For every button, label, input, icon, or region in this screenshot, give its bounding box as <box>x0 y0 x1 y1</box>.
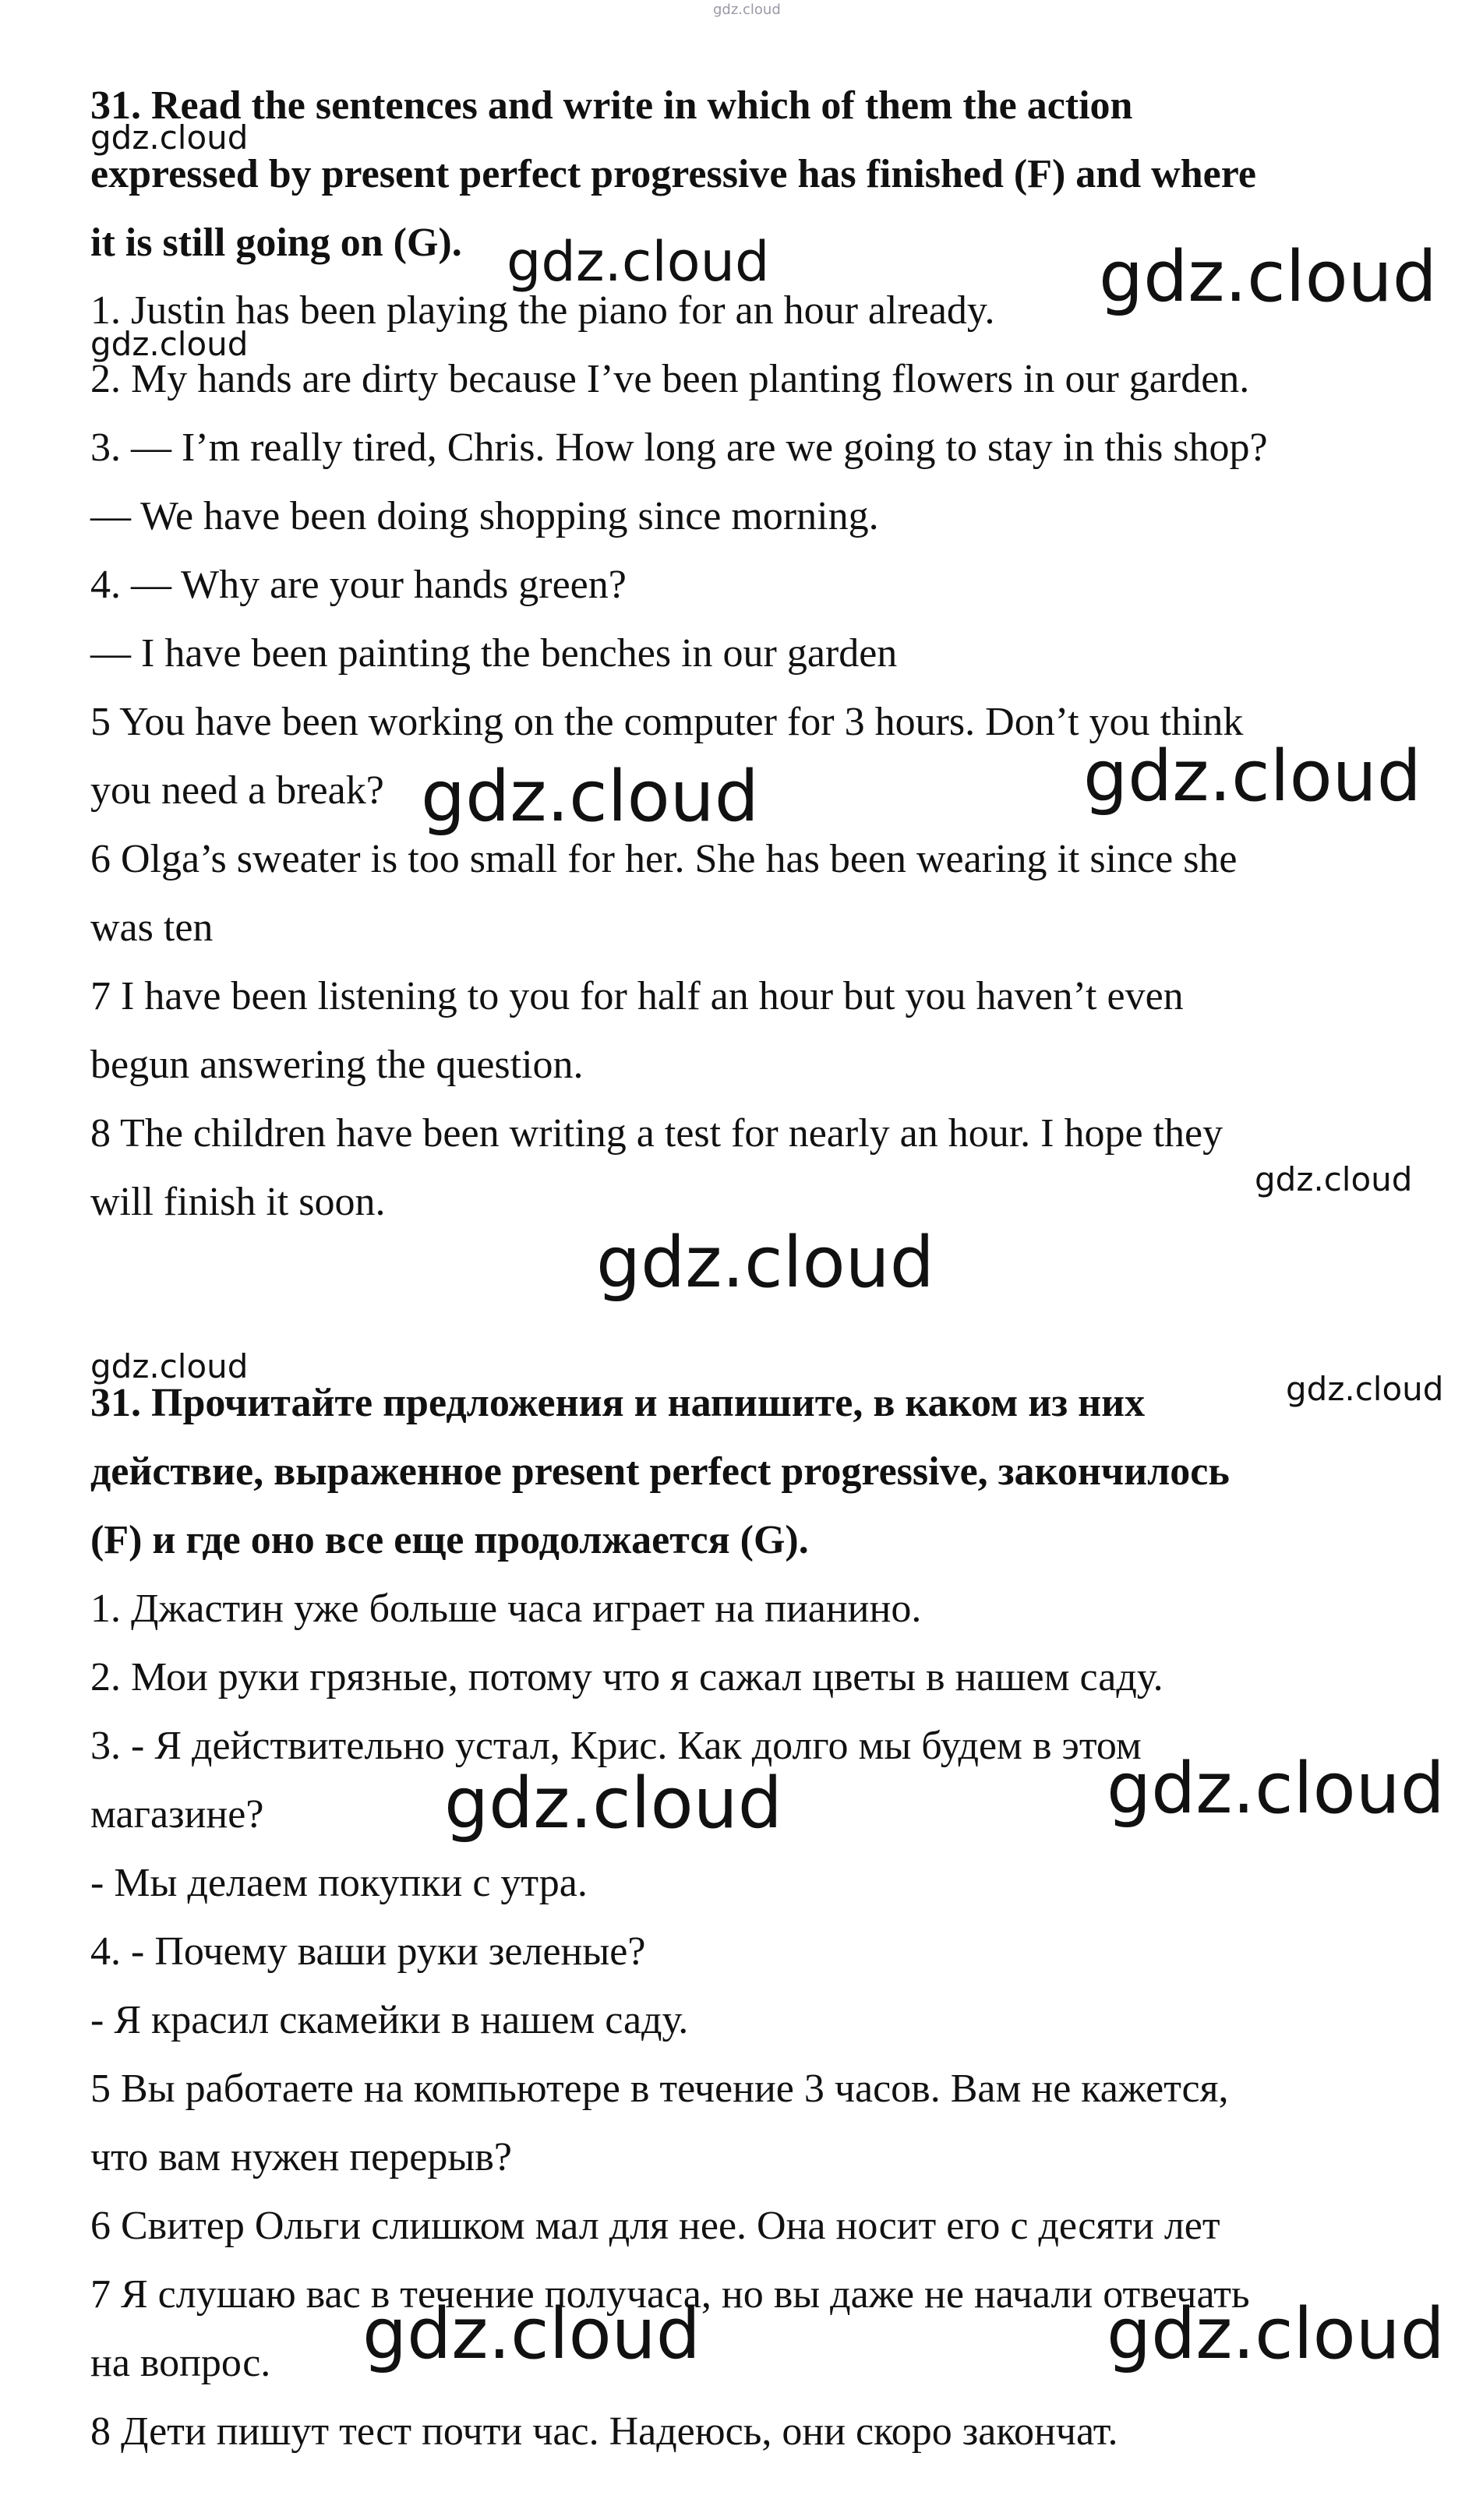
russian-sentence: на вопрос. <box>90 2341 271 2385</box>
russian-sentence: 3. - Я действительно устал, Крис. Как долго мы будем в этом <box>90 1724 1142 1768</box>
english-title-line: it is still going on (G). <box>90 221 462 265</box>
english-sentence: 5 You have been working on the computer for 3 hours. Don’t you think <box>90 700 1244 744</box>
english-sentence: you need a break? <box>90 768 384 813</box>
watermark: gdz.cloud <box>1286 1370 1444 1408</box>
watermark: gdz.cloud <box>90 118 249 157</box>
watermark: gdz.cloud <box>1107 2293 1445 2375</box>
english-sentence: 8 The children have been writing a test for nearly an hour. I hope they <box>90 1111 1223 1156</box>
english-sentence: 4. — Why are your hands green? <box>90 563 627 607</box>
russian-title-line: действие, выраженное present perfect progressive, закончилось <box>90 1449 1230 1494</box>
watermark: gdz.cloud <box>90 1347 249 1385</box>
russian-sentence: 5 Вы работаете на компьютере в течение 3 часов. Вам не кажется, <box>90 2066 1229 2111</box>
watermark: gdz.cloud <box>444 1763 782 1844</box>
russian-sentence: магазине? <box>90 1792 264 1837</box>
english-sentence: — I have been painting the benches in our garden <box>90 631 898 676</box>
russian-sentence: 6 Свитер Ольги слишком мал для нее. Она носит его с десяти лет <box>90 2204 1220 2248</box>
russian-sentence: - Мы делаем покупки с утра. <box>90 1861 588 1905</box>
english-sentence: was ten <box>90 905 214 950</box>
watermark: gdz.cloud <box>1083 736 1421 817</box>
watermark: gdz.cloud <box>596 1222 934 1304</box>
english-sentence: begun answering the question. <box>90 1043 584 1087</box>
watermark: gdz.cloud <box>421 756 759 838</box>
russian-title-line: 31. Прочитайте предложения и напишите, в каком из них <box>90 1381 1146 1425</box>
russian-sentence: 2. Мои руки грязные, потому что я сажал цветы в нашем саду. <box>90 1655 1163 1699</box>
watermark: gdz.cloud <box>1107 1748 1445 1830</box>
english-sentence: 1. Justin has been playing the piano for an hour already. <box>90 288 995 333</box>
russian-sentence: - Я красил скамейки в нашем саду. <box>90 1998 689 2042</box>
english-sentence: 6 Olga’s sweater is too small for her. She has been wearing it since she <box>90 837 1238 881</box>
english-sentence: 3. — I’m really tired, Chris. How long are we going to stay in this shop? <box>90 425 1268 470</box>
english-sentence: 7 I have been listening to you for half an hour but you haven’t even <box>90 974 1184 1018</box>
english-sentence: 2. My hands are dirty because I’ve been planting flowers in our garden. <box>90 357 1250 401</box>
english-sentence: — We have been doing shopping since morning. <box>90 494 879 538</box>
watermark: gdz.cloud <box>1099 236 1437 318</box>
top-watermark: gdz.cloud <box>713 2 781 18</box>
watermark: gdz.cloud <box>1255 1160 1413 1198</box>
watermark: gdz.cloud <box>507 230 770 294</box>
russian-sentence: 7 Я слушаю вас в течение получаса, но вы даже не начали отвечать <box>90 2272 1250 2317</box>
russian-sentence: 1. Джастин уже больше часа играет на пианино. <box>90 1586 922 1631</box>
english-title-line: 31. Read the sentences and write in which of them the action <box>90 83 1133 128</box>
english-sentence: will finish it soon. <box>90 1180 386 1224</box>
russian-sentence: что вам нужен перерыв? <box>90 2135 512 2179</box>
russian-title-line: (F) и где оно все еще продолжается (G). <box>90 1518 809 1562</box>
russian-sentence: 8 Дети пишут тест почти час. Надеюсь, они скоро закончат. <box>90 2409 1118 2454</box>
watermark: gdz.cloud <box>90 325 249 363</box>
english-title-line: expressed by present perfect progressive has finished (F) and where <box>90 152 1256 196</box>
russian-sentence: 4. - Почему ваши руки зеленые? <box>90 1929 646 1974</box>
watermark: gdz.cloud <box>362 2293 701 2375</box>
